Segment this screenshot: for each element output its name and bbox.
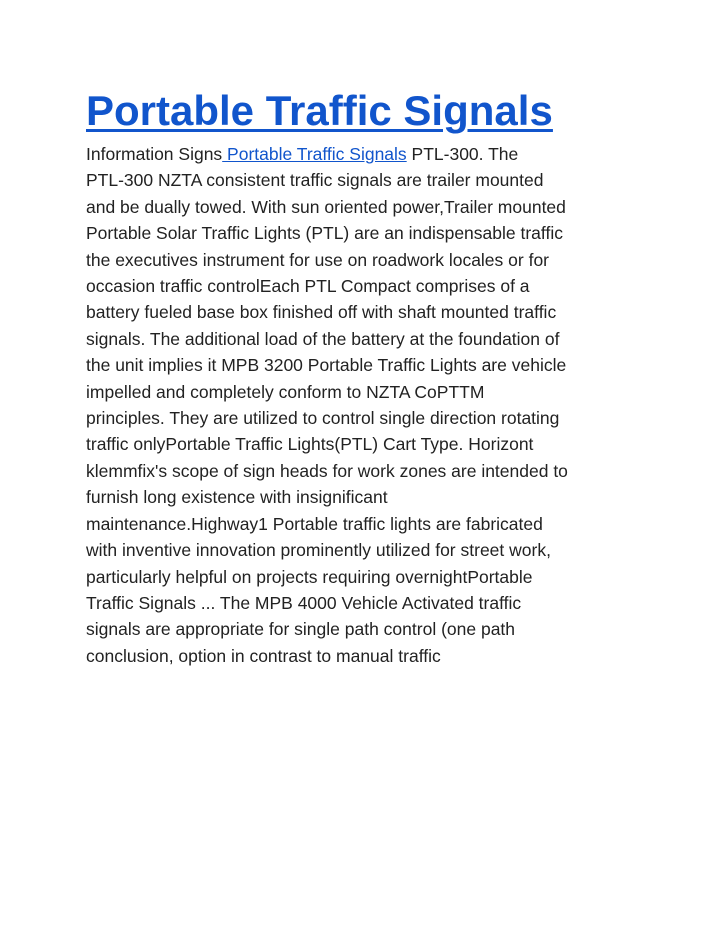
paragraph-line: particularly helpful on projects requiring overnightPortable [86,566,533,587]
intro-text: Information Signs [86,144,223,164]
paragraph-line: battery fueled base box finished off with shaft mounted traffic [86,302,557,323]
paragraph-line: principles. They are utilized to control single direction rotating [86,408,560,429]
page-title[interactable] [86,83,646,139]
paragraph-line: signals. The additional load of the battery at the foundation of [86,328,560,349]
paragraph-line: Portable Solar Traffic Lights (PTL) are an indispensable traffic [86,223,563,244]
paragraph-line: traffic onlyPortable Traffic Lights(PTL) Cart Type. Horizont [86,434,534,455]
paragraph-line: impelled and completely conform to NZTA CoPTTM [86,381,485,402]
body-paragraph [86,141,646,669]
paragraph-line: and be dually towed. With sun oriented power,Trailer mounted [86,196,566,217]
paragraph-line: conclusion, option in contrast to manual traffic [86,645,441,666]
paragraph-line: the executives instrument for use on roadwork locales or for [86,249,549,270]
paragraph-line: maintenance.Highway1 Portable traffic lights are fabricated [86,513,543,534]
paragraph-line: furnish long existence with insignificant [86,487,388,508]
document-page [86,83,646,669]
paragraph-line: PTL-300 NZTA consistent traffic signals are trailer mounted [86,170,544,191]
paragraph-line: the unit implies it MPB 3200 Portable Traffic Lights are vehicle [86,355,567,376]
intro-text-continued: PTL-300. The [406,144,519,164]
paragraph-line: klemmfix's scope of sign heads for work zones are intended to [86,460,568,481]
paragraph-line: with inventive innovation prominently utilized for street work, [86,540,551,561]
portable-traffic-signals-link[interactable]: Portable Traffic Signals [222,144,407,164]
paragraph-line: signals are appropriate for single path control (one path [86,619,516,640]
paragraph-line: occasion traffic controlEach PTL Compact comprises of a [86,276,530,297]
paragraph-line: Traffic Signals ... The MPB 4000 Vehicle Activated traffic [86,592,522,613]
paragraph-line [86,141,646,167]
title-link[interactable]: Portable Traffic Signals [86,87,553,134]
